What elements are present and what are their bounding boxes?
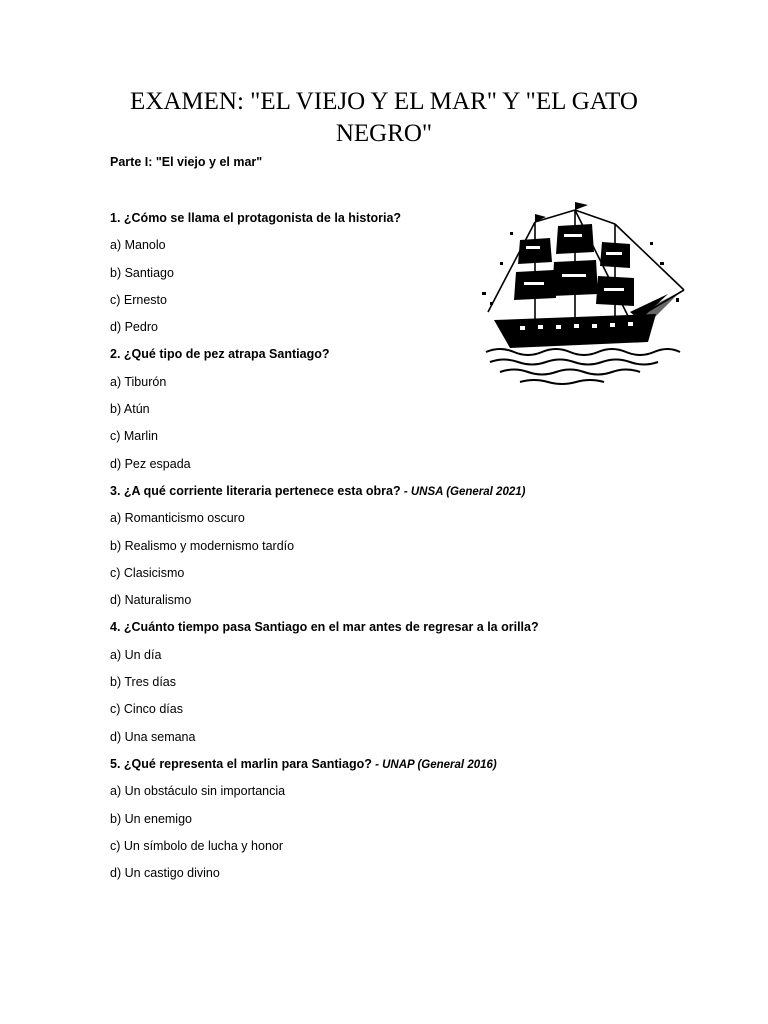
answer-option: b) Realismo y modernismo tardío <box>110 538 295 553</box>
question-text: 4. ¿Cuánto tiempo pasa Santiago en el mar antes de regresar a la orilla? <box>110 620 539 635</box>
answer-option: b) Un enemigo <box>110 811 192 826</box>
answer-option: d) Naturalismo <box>110 593 192 608</box>
question-row <box>110 617 670 644</box>
answer-option: a) Un día <box>110 647 162 662</box>
answer-option: a) Un obstáculo sin importancia <box>110 784 286 799</box>
answer-option: c) Ernesto <box>110 292 167 307</box>
question-row <box>110 481 670 508</box>
answer-option: a) Tiburón <box>110 374 167 389</box>
answer-option: d) Un castigo divino <box>110 866 220 881</box>
question-text: 3. ¿A qué corriente literaria pertenece esta obra? <box>110 483 401 498</box>
answer-option: b) Atún <box>110 402 150 417</box>
question-row <box>110 754 670 781</box>
exam-title: EXAMEN: "EL VIEJO Y EL MAR" Y "EL GATO NEGRO" <box>130 88 638 147</box>
sailing-ship-icon <box>480 202 686 394</box>
answer-option: c) Cinco días <box>110 702 183 717</box>
question-text: 2. ¿Qué tipo de pez atrapa Santiago? <box>110 347 330 362</box>
question-source: - UNAP (General 2016) <box>371 758 497 771</box>
answer-option: b) Santiago <box>110 265 174 280</box>
question-text: 1. ¿Cómo se llama el protagonista de la historia? <box>110 211 402 225</box>
answer-option: d) Pez espada <box>110 456 191 471</box>
answer-option: a) Manolo <box>110 238 166 253</box>
answer-option: d) Una semana <box>110 729 196 744</box>
question-source: - UNSA (General 2021) <box>400 485 526 498</box>
answer-option: a) Romanticismo oscuro <box>110 511 245 526</box>
answer-option: c) Clasicismo <box>110 565 185 580</box>
part-heading: Parte I: "El viejo y el mar" <box>110 155 263 169</box>
question-text: 5. ¿Qué representa el marlin para Santiago? <box>110 756 372 771</box>
answer-option: d) Pedro <box>110 320 158 335</box>
answer-option: c) Marlin <box>110 429 158 444</box>
answer-option: b) Tres días <box>110 675 176 690</box>
answer-option: c) Un símbolo de lucha y honor <box>110 838 284 853</box>
